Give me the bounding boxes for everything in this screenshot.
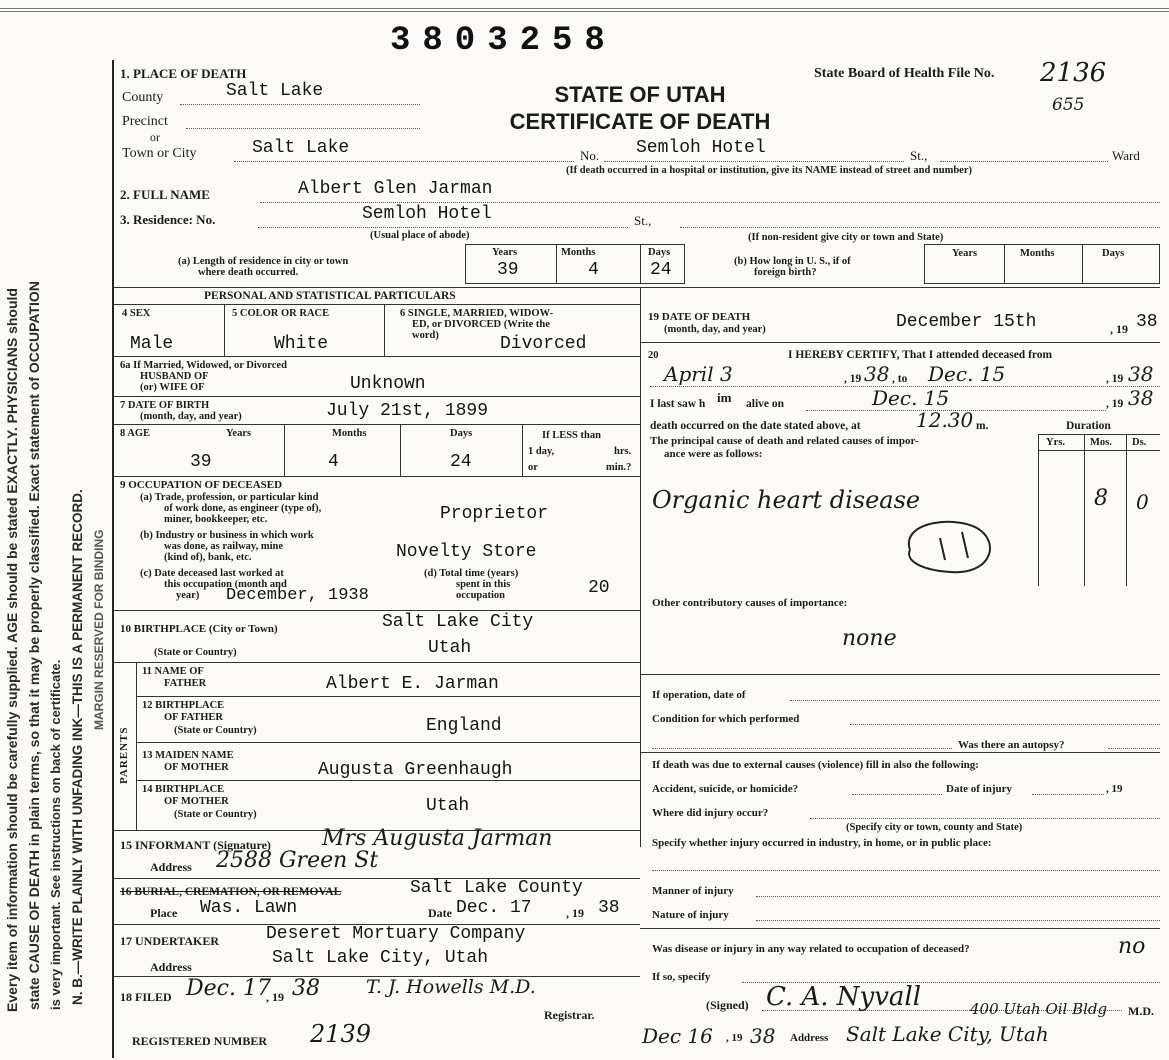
margin-line-2: Every item of information should be carefully supplied. AGE should be stated EXACTLY. PHYSICIANS should	[4, 288, 20, 1012]
where-label: Where did injury occur?	[652, 807, 769, 819]
mother-value: Augusta Greenhaugh	[318, 760, 513, 780]
age-months-label: Months	[332, 428, 367, 439]
certify-num: 20	[648, 350, 659, 361]
marital-value: Divorced	[500, 334, 587, 354]
color-value: White	[274, 334, 329, 354]
burial-label: 16 BURIAL, CREMATION, OR REMOVAL	[120, 886, 342, 898]
related-label: Was disease or injury in any way related to occupation of deceased?	[652, 943, 970, 955]
residence-value: Semloh Hotel	[362, 204, 492, 224]
margin-line-1: N. B.—WRITE PLAINLY WITH UNFADING INK—THIS IS A PERMANENT RECORD.	[70, 489, 85, 1005]
death-time: 12.30	[916, 408, 974, 432]
dob-label-b: (month, day, and year)	[140, 411, 242, 422]
foreign-label-b: foreign birth?	[754, 267, 817, 278]
age-years-value: 39	[190, 452, 212, 472]
margin-reserved: MARGIN RESERVED FOR BINDING	[92, 529, 106, 730]
certify-from: April 3	[664, 362, 733, 386]
foreign-years-label: Years	[952, 248, 978, 259]
less-label-e: min.?	[606, 462, 632, 473]
burial-date: Dec. 17	[456, 898, 532, 918]
length-label-a: (a) Length of residence in city or town	[178, 256, 349, 267]
less-label-d: or	[528, 462, 538, 473]
last-saw-label-a: I last saw h	[650, 398, 706, 410]
certify-to-year: 38	[1128, 362, 1154, 386]
mother-bp-value: Utah	[426, 796, 470, 816]
registrar-label: Registrar.	[544, 1008, 595, 1022]
res-days-label: Days	[648, 247, 671, 258]
filed-year: 38	[292, 976, 320, 1001]
occ-d-label-1: (d) Total time (years)	[424, 568, 519, 579]
certify-from-year: 38	[864, 362, 890, 386]
sex-label: 4 SEX	[122, 308, 151, 319]
burial-place-label: Place	[150, 906, 178, 920]
cause-label-b: ance were as follows:	[664, 448, 763, 460]
marital-label-a: 6 SINGLE, MARRIED, WIDOW-	[400, 308, 554, 319]
or-label: or	[150, 130, 160, 144]
county-label: County	[122, 90, 164, 105]
burial-place: Was. Lawn	[200, 898, 298, 918]
filed-label: 18 FILED	[120, 990, 172, 1004]
spouse-label-c: (or) WIFE OF	[140, 382, 205, 393]
death-date-label-a: 19 DATE OF DEATH	[648, 311, 751, 323]
cause-value: Organic heart disease	[652, 486, 921, 514]
town-value: Salt Lake	[252, 138, 350, 158]
filed-date: Dec. 17	[186, 976, 271, 1001]
duration-ds-value: 0	[1136, 490, 1149, 514]
res-months-value: 4	[588, 260, 599, 280]
registered-label: REGISTERED NUMBER	[132, 1034, 268, 1048]
occupation-b-value: Novelty Store	[396, 542, 537, 562]
res-years-value: 39	[497, 260, 519, 280]
external-intro: If death was due to external causes (violence) fill in also the following:	[652, 759, 979, 771]
duration-mos-label: Mos.	[1090, 437, 1112, 448]
registrar-signature: T. J. Howells M.D.	[366, 976, 536, 998]
certify-to: Dec. 15	[928, 362, 1006, 386]
marital-label-b: ED, or DIVORCED (Write the	[412, 319, 550, 330]
occ-a-label-2: of work done, as engineer (type of),	[164, 503, 322, 514]
occupation-a-value: Proprietor	[440, 504, 549, 524]
operation-condition-label: Condition for which performed	[652, 713, 800, 725]
personal-heading: PERSONAL AND STATISTICAL PARTICULARS	[204, 290, 456, 302]
spouse-label-b: HUSBAND OF	[140, 371, 209, 382]
mother-bp-label-c: (State or Country)	[174, 809, 257, 820]
occ-b-label-3: (kind of), bank, etc.	[164, 552, 252, 563]
less-label-a: If LESS than	[542, 430, 601, 441]
usual-abode-note: (Usual place of abode)	[370, 230, 470, 241]
duration-mos-value: 8	[1094, 486, 1108, 511]
certify-to-year-prefix: , 19	[1106, 373, 1124, 385]
res-days-value: 24	[650, 260, 672, 280]
father-bp-label-a: 12 BIRTHPLACE	[142, 700, 225, 711]
last-year: 38	[1128, 386, 1154, 410]
ward-label: Ward	[1112, 148, 1140, 163]
death-date-label-b: (month, day, and year)	[664, 324, 766, 335]
contributory-value: none	[842, 626, 897, 651]
birthplace-state-label: (State or Country)	[154, 647, 237, 658]
ifso-label: If so, specify	[652, 971, 711, 983]
margin-instructions	[0, 0, 112, 1060]
dob-label-a: 7 DATE OF BIRTH	[120, 400, 210, 411]
undertaker-label: 17 UNDERTAKER	[120, 934, 220, 948]
margin-line-4: is very important. See instructions on back of certificate.	[48, 659, 63, 1010]
signed-year: 38	[750, 1024, 776, 1048]
res-years-label: Years	[492, 247, 518, 258]
parents-side-label: PARENTS	[118, 726, 130, 784]
undertaker-address-label: Address	[150, 960, 192, 974]
age-months-value: 4	[328, 452, 339, 472]
age-years-label: Years	[226, 428, 252, 439]
duration-label: Duration	[1066, 420, 1111, 432]
signed-year-prefix: , 19	[726, 1032, 743, 1044]
file-number: 2136	[1040, 58, 1107, 88]
length-label-b: where death occurred.	[198, 267, 299, 278]
no-label: No.	[580, 148, 600, 163]
date-injury-year: , 19	[1106, 783, 1123, 795]
occurred-label: death occurred on the date stated above, at	[650, 420, 861, 432]
mother-label-b: OF MOTHER	[164, 762, 229, 773]
certificate-title: CERTIFICATE OF DEATH	[509, 109, 771, 134]
signed-address: Salt Lake City, Utah	[846, 1022, 1049, 1046]
occ-b-label-2: was done, as railway, mine	[164, 541, 284, 552]
occupation-d-value: 20	[588, 578, 610, 598]
death-year: 38	[1136, 312, 1158, 332]
contributory-label: Other contributory causes of importance:	[652, 597, 848, 609]
age-label: 8 AGE	[120, 428, 151, 439]
manner-label: Manner of injury	[652, 885, 734, 897]
filed-year-prefix: , 19	[266, 990, 284, 1004]
md-label: M.D.	[1128, 1004, 1154, 1018]
death-date-value: December 15th	[896, 312, 1037, 332]
duration-yrs-label: Yrs.	[1046, 437, 1065, 448]
state-title: STATE OF UTAH	[554, 82, 726, 107]
age-days-value: 24	[450, 452, 472, 472]
occ-c-label-2: this occupation (month and	[164, 579, 287, 590]
signed-date: Dec 16	[642, 1024, 713, 1048]
occupation-c-value: December, 1938	[226, 586, 369, 605]
father-value: Albert E. Jarman	[326, 674, 499, 694]
precinct-label: Precinct	[122, 114, 168, 129]
occ-c-label-3: year)	[176, 590, 200, 601]
birthplace-city: Salt Lake City	[382, 612, 534, 632]
county-value: Salt Lake	[226, 81, 324, 101]
undertaker-value: Deseret Mortuary Company	[266, 924, 526, 944]
occ-a-label-3: miner, bookkeeper, etc.	[164, 514, 268, 525]
full-name-value: Albert Glen Jarman	[298, 179, 493, 199]
informant-address-label: Address	[150, 860, 192, 874]
related-value: no	[1118, 934, 1146, 959]
cause-label-a: The principal cause of death and related causes of impor-	[650, 435, 919, 447]
last-saw-label-b: alive on	[746, 398, 785, 410]
certify-text: I HEREBY CERTIFY, That I attended deceased from	[788, 349, 1053, 361]
street-value: Semloh Hotel	[636, 138, 766, 158]
father-label-b: FATHER	[164, 678, 207, 689]
burial-year: 38	[598, 898, 620, 918]
last-year-prefix: , 19	[1106, 398, 1124, 410]
file-sub: 655	[1052, 95, 1085, 115]
m-label: m.	[976, 420, 989, 432]
nonresident-note: (If non-resident give city or town and State)	[748, 232, 944, 243]
where-sub: (Specify city or town, county and State)	[846, 822, 1023, 833]
dob-value: July 21st, 1899	[326, 401, 489, 421]
nature-label: Nature of injury	[652, 909, 729, 921]
town-label: Town or City	[122, 146, 197, 161]
margin-line-3: state CAUSE OF DEATH in plain terms, so that it may be properly classified. Exact statement of OCCUPATION	[26, 281, 42, 1010]
occ-b-label-1: (b) Industry or business in which work	[140, 530, 314, 541]
residence-st-label: St.,	[634, 213, 652, 228]
certify-to-label: , to	[892, 373, 908, 385]
undertaker-address: Salt Lake City, Utah	[272, 948, 489, 968]
serial-number: 3803258	[390, 22, 617, 60]
certify-from-year-prefix: , 19	[844, 373, 862, 385]
signed-address-label: Address	[790, 1032, 829, 1044]
signed-label: (Signed)	[706, 998, 749, 1012]
full-name-label: 2. FULL NAME	[120, 187, 210, 202]
accident-label: Accident, suicide, or homicide?	[652, 783, 799, 795]
burial-date-label: Date	[428, 906, 452, 920]
occ-d-label-3: occupation	[456, 590, 506, 601]
father-bp-label-c: (State or Country)	[174, 725, 257, 736]
residence-label: 3. Residence: No.	[120, 212, 216, 227]
autopsy-label: Was there an autopsy?	[958, 739, 1065, 751]
birthplace-state: Utah	[428, 638, 472, 658]
mother-bp-label-a: 14 BIRTHPLACE	[142, 784, 225, 795]
father-label-a: 11 NAME OF	[142, 666, 204, 677]
death-year-prefix: , 19	[1110, 322, 1128, 336]
hospital-note: (If death occurred in a hospital or institution, give its NAME instead of street and number)	[566, 165, 973, 176]
occupation-label: 9 OCCUPATION OF DECEASED	[120, 479, 283, 491]
informant-label: 15 INFORMANT (Signature)	[120, 838, 271, 852]
burial-year-prefix: , 19	[566, 906, 584, 920]
age-days-label: Days	[450, 428, 473, 439]
informant-signature: Mrs Augusta Jarman	[322, 826, 553, 851]
mother-bp-label-b: OF MOTHER	[164, 796, 229, 807]
top-border	[0, 8, 1169, 12]
registered-number: 2139	[310, 1020, 372, 1048]
st-label: St.,	[910, 148, 928, 163]
occ-c-label-1: (c) Date deceased last worked at	[140, 568, 284, 579]
foreign-months-label: Months	[1020, 248, 1055, 259]
foreign-label-a: (b) How long in U. S., if of	[734, 256, 851, 267]
father-bp-value: England	[426, 716, 502, 736]
signed-address-note: 400 Utah Oil Bldg	[970, 1000, 1108, 1018]
occ-d-label-2: spent in this	[456, 579, 511, 590]
foreign-days-label: Days	[1102, 248, 1125, 259]
marital-label-c: word)	[412, 330, 439, 341]
color-label: 5 COLOR OR RACE	[232, 308, 330, 319]
scribble-mark	[890, 510, 1020, 580]
less-label-c: hrs.	[614, 446, 632, 457]
last-saw-date: Dec. 15	[872, 386, 950, 410]
place-label: 1. PLACE OF DEATH	[120, 66, 247, 81]
operation-date-label: If operation, date of	[652, 689, 746, 701]
mother-label-a: 13 MAIDEN NAME	[142, 750, 234, 761]
file-label: State Board of Health File No.	[814, 66, 995, 81]
occ-a-label-1: (a) Trade, profession, or particular kind	[140, 492, 319, 503]
spouse-value: Unknown	[350, 374, 426, 394]
sex-value: Male	[130, 334, 174, 354]
spouse-label-a: 6a If Married, Widowed, or Divorced	[120, 360, 287, 371]
date-injury-label: Date of injury	[946, 783, 1012, 795]
duration-ds-label: Ds.	[1132, 437, 1147, 448]
less-label-b: 1 day,	[528, 446, 555, 457]
res-months-label: Months	[561, 247, 596, 258]
birthplace-label: 10 BIRTHPLACE (City or Town)	[120, 623, 278, 635]
informant-address: 2588 Green St	[216, 848, 379, 873]
father-bp-label-b: OF FATHER	[164, 712, 224, 723]
specify-label: Specify whether injury occurred in industry, in home, or in public place:	[652, 837, 992, 849]
burial-value: Salt Lake County	[410, 878, 583, 898]
physician-signature: C. A. Nyvall	[766, 982, 922, 1012]
last-saw-im: im	[717, 390, 732, 405]
